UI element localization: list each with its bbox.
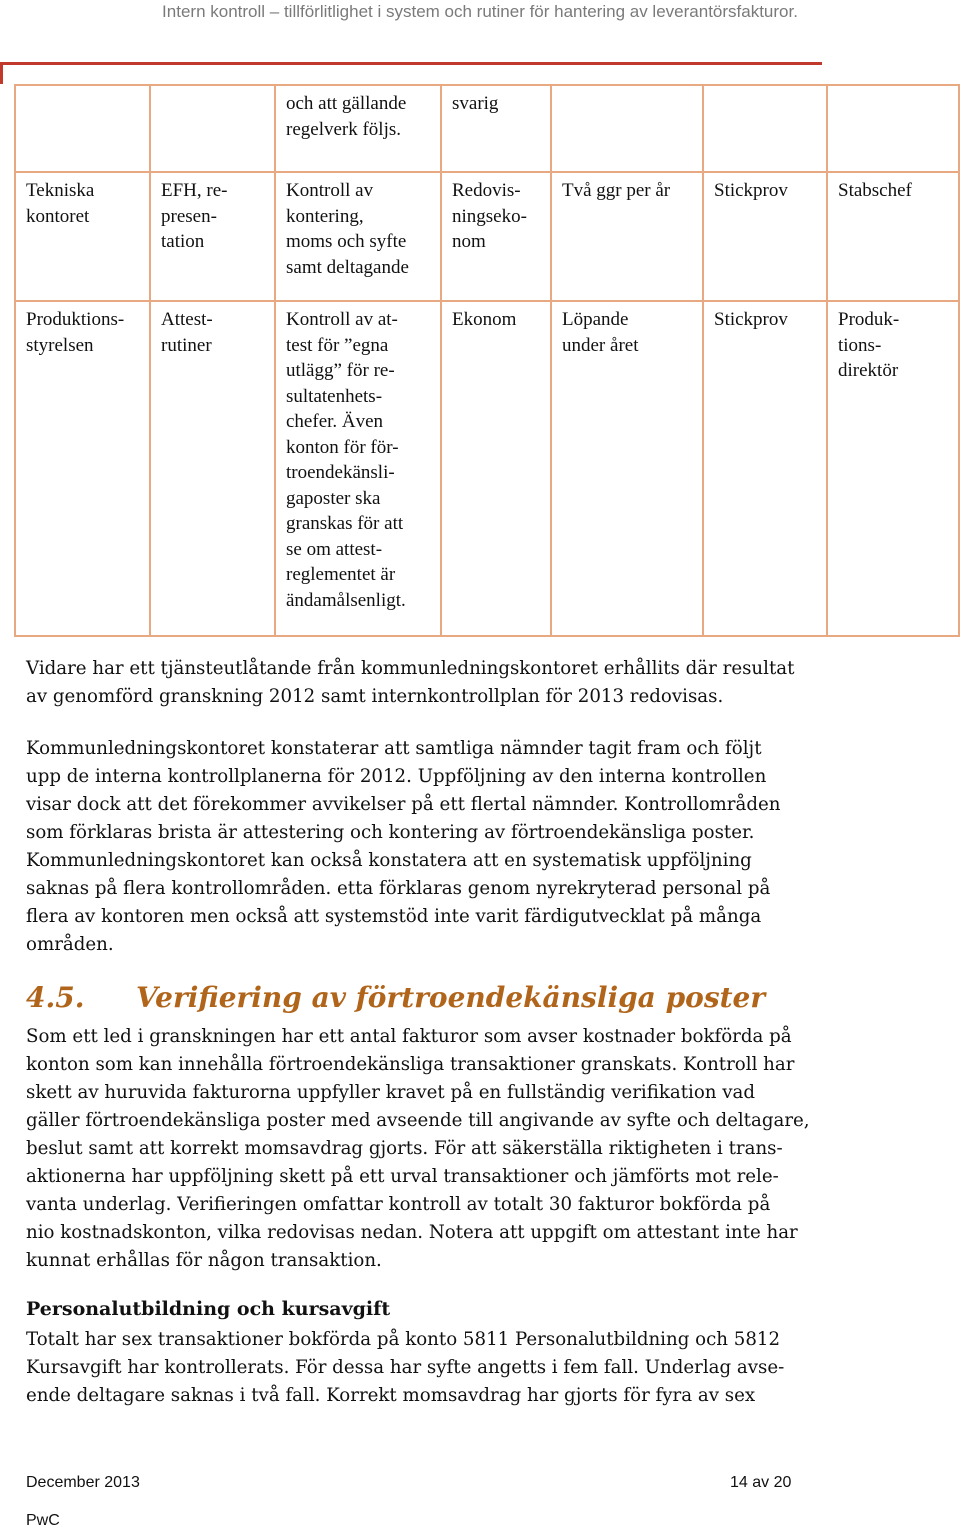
footer-company: PwC: [26, 1512, 60, 1529]
table-cell: Stickprov: [703, 301, 827, 636]
table-cell: Attest- rutiner: [150, 301, 275, 636]
table-cell: [15, 85, 150, 172]
table-cell: Kontroll av at- test för ”egna utlägg” för re- sultatenhets- chefer. Även konton för för- troendekänsli- gaposter ska granskas för att se om attest- reglementet är ändamålsenligt.: [275, 301, 441, 636]
table-row: [15, 85, 959, 172]
paragraph-verification: Som ett led i granskningen har ett antal fakturor som avser kostnader bokförda på konton som kan innehålla förtroendekänsliga transaktioner granskats. Kontroll har skett av huruvida fakturorna uppfyller kravet på en fullständig verifikation vad gäller förtroendekänsliga poster med avseende till angivande av syfte och deltagare, beslut samt att korrekt momsavdrag gjorts. För att säkerställa riktigheten i trans- aktionerna har uppföljning skett på ett urval transaktioner och jämförts mot rele- vanta underlag. Verifieringen omfattar kontroll av totalt 30 fakturor bokförda på nio kostnadskonton, vilka redovisas nedan. Notera att uppgift om attestant inte har kunnat erhållas för någon transaktion.: [26, 1026, 810, 1271]
table-row: [15, 301, 959, 636]
section-number: 4.5.: [26, 981, 85, 1014]
table-cell: EFH, re- presen- tation: [150, 172, 275, 301]
table-cell: Tekniska kontoret: [15, 172, 150, 301]
table-cell: Stickprov: [703, 172, 827, 301]
table-cell: Redovis- ningseko- nom: [441, 172, 551, 301]
table-row: [15, 172, 959, 301]
table-cell: Produk- tions- direktör: [827, 301, 959, 636]
table-cell: och att gällande regelverk följs.: [275, 85, 441, 172]
page-header-title: Intern kontroll – tillförlitlighet i system och rutiner för hantering av leverantörsfakturor.: [162, 2, 798, 21]
paragraph-findings: Kommunledningskontoret konstaterar att samtliga nämnder tagit fram och följt upp de interna kontrollplanerna för 2012. Uppföljning av den interna kontrollen visar dock att det förekommer avvikelser på ett flertal nämnder. Kontrollområden som förklaras brista är attestering och kontering av förtroendekänsliga poster. Kommunledningskontoret kan också konstatera att en systematisk uppföljning saknas på flera kontrollområden. etta förklaras genom nyrekryterad personal på flera av kontoren men också att systemstöd inte varit färdigutvecklat på många områden.: [26, 738, 781, 955]
section-title: Verifiering av förtroendekänsliga poster: [136, 981, 766, 1014]
table-cell: [551, 85, 703, 172]
table-cell: [827, 85, 959, 172]
table-cell: Produktions- styrelsen: [15, 301, 150, 636]
table-cell: [150, 85, 275, 172]
table-cell: Kontroll av kontering, moms och syfte samt deltagande: [275, 172, 441, 301]
subheading: Personalutbildning och kursavgift: [26, 1298, 391, 1320]
paragraph-training: Totalt har sex transaktioner bokförda på konto 5811 Personalutbildning och 5812 Kursavgift har kontrollerats. För dessa har syfte angetts i fem fall. Underlag avse- ende deltagare saknas i två fall. Korrekt momsavdrag har gjorts för fyra av sex: [26, 1329, 785, 1406]
table-cell: svarig: [441, 85, 551, 172]
table-cell: Stabschef: [827, 172, 959, 301]
footer-date: December 2013: [26, 1474, 140, 1491]
footer-page-number: 14 av 20: [730, 1474, 792, 1491]
table-cell: Löpande under året: [551, 301, 703, 636]
header-rule: [0, 62, 822, 65]
table-cell: [703, 85, 827, 172]
table-cell: Två ggr per år: [551, 172, 703, 301]
header-rule-tick: [0, 62, 3, 84]
control-table: [14, 84, 960, 637]
section-heading: [26, 981, 765, 1014]
table-cell: Ekonom: [441, 301, 551, 636]
paragraph-statement: Vidare har ett tjänsteutlåtande från kommunledningskontoret erhållits där resultat av genomförd granskning 2012 samt internkontrollplan för 2013 redovisas.: [26, 658, 795, 707]
